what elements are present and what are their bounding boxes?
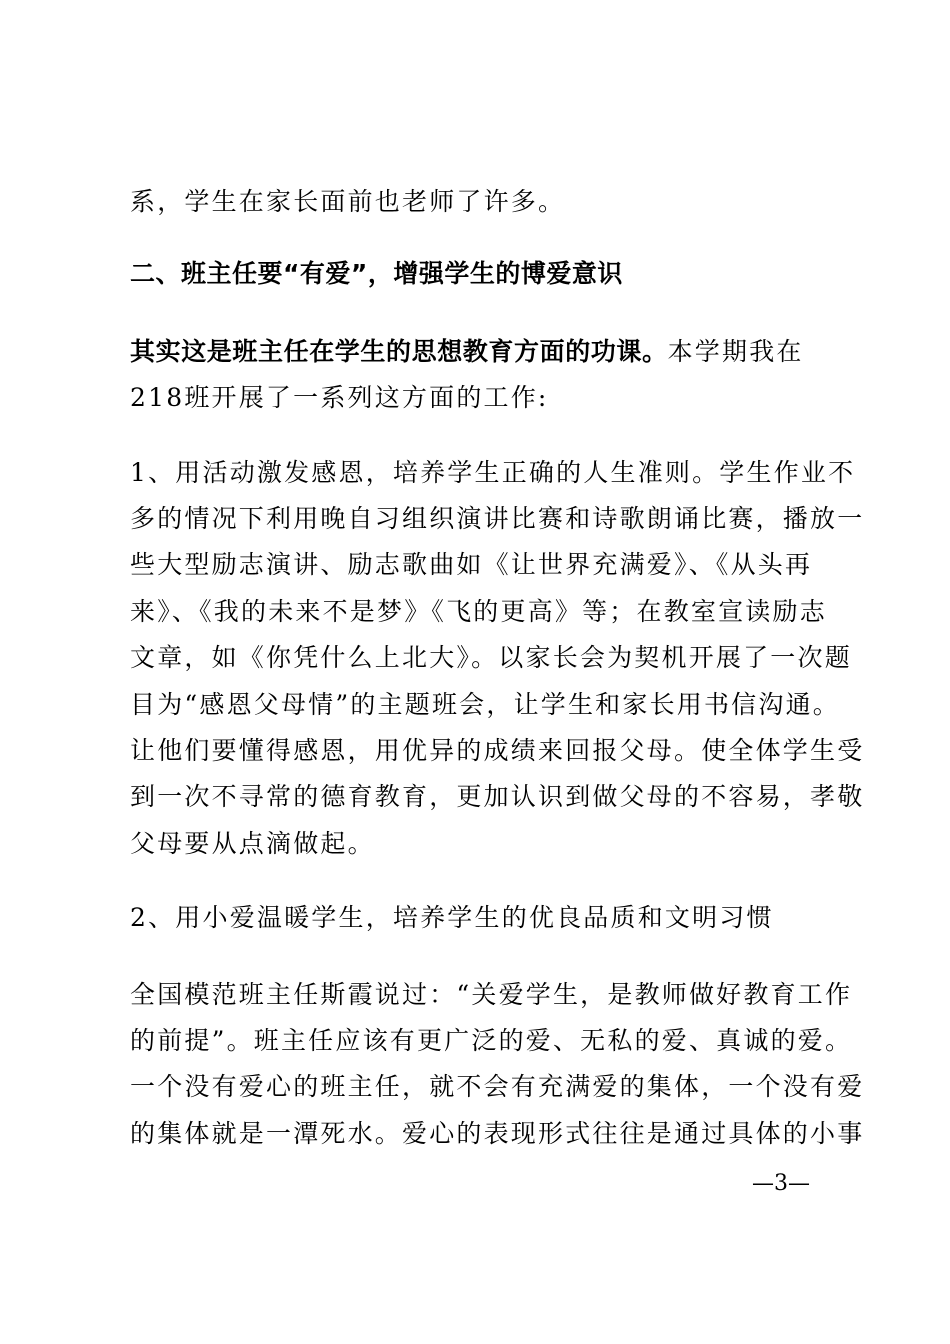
paragraph-intro-line-1 [130,336,835,368]
list-item-1-line: 些大型励志演讲、励志歌曲如《让世界充满爱》、《从头再 [130,550,813,579]
list-item-1-line: 目为“感恩父母情”的主题班会，让学生和家长用书信沟通。 [130,690,840,719]
quote-paragraph-line: 的前提”。班主任应该有更广泛的爱、无私的爱、真诚的爱。 [130,1026,853,1055]
list-item-1-line: 1、用活动激发感恩，培养学生正确的人生准则。学生作业不 [130,458,856,487]
paragraph-continuation: 系，学生在家长面前也老师了许多。 [130,187,566,216]
section-heading: 二、班主任要“有爱”，增强学生的博爱意识 [130,259,623,288]
paragraph-intro-bold-lead: 其实这是班主任在学生的思想教育方面的功课。 [130,337,668,366]
page-number: —3— [752,1171,810,1196]
quote-paragraph-line: 一个没有爱心的班主任，就不会有充满爱的集体，一个没有爱 [130,1072,865,1101]
paragraph-intro-tail: 本学期我在 [667,337,804,366]
list-item-1-line: 到一次不寻常的德育教育，更加认识到做父母的不容易，孝敬 [130,782,865,811]
quote-paragraph-line: 的集体就是一潭死水。爱心的表现形式往往是通过具体的小事 [130,1119,865,1148]
paragraph-intro-line-2: 218班开展了一系列这方面的工作: [130,383,549,412]
list-item-2-heading: 2、用小爱温暖学生，培养学生的优良品质和文明习惯 [130,903,774,932]
quote-paragraph-line: 全国模范班主任斯霞说过：“关爱学生，是教师做好教育工作 [130,980,853,1009]
list-item-1-line: 多的情况下利用晚自习组织演讲比赛和诗歌朗诵比赛，播放一 [130,504,865,533]
list-item-1-line: 文章，如《你凭什么上北大》。以家长会为契机开展了一次题 [130,643,852,672]
list-item-1-line: 父母要从点滴做起。 [130,829,375,858]
list-item-1-line: 让他们要懂得感恩，用优异的成绩来回报父母。使全体学生受 [130,736,865,765]
list-item-1-line: 来》、《我的未来不是梦》《飞的更高》等；在教室宣读励志 [130,597,827,626]
